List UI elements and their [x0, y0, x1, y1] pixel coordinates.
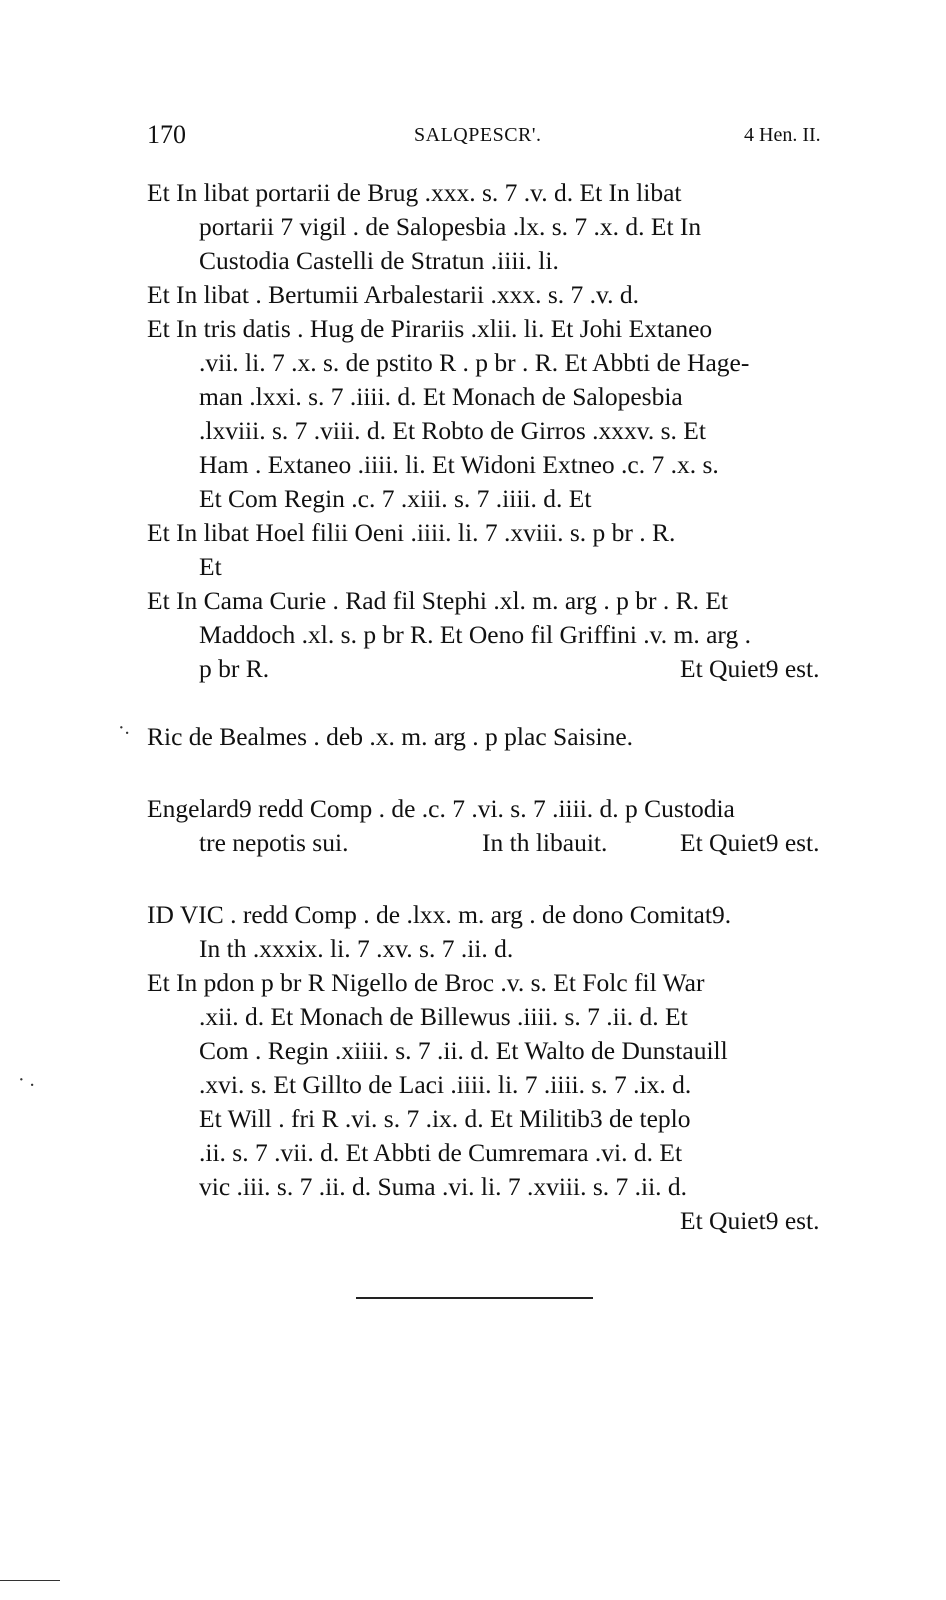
text-line: Engelard9 redd Comp . de .c. 7 .vi. s. 7 .iiii. d. p Custodia — [147, 794, 735, 823]
text-line: vic .iii. s. 7 .ii. d. Suma .vi. li. 7 .xviii. s. 7 .ii. d. — [199, 1172, 688, 1201]
regnal-year: 4 Hen. II. — [744, 124, 821, 146]
closing-rule — [356, 1297, 593, 1299]
text-line: p br R. — [199, 654, 270, 683]
text-line: Et In tris datis . Hug de Pirariis .xlii. li. Et Johi Extaneo — [147, 314, 713, 343]
text-line: Et Will . fri R .vi. s. 7 .ix. d. Et Militib3 de teplo — [199, 1104, 691, 1133]
text-line: Et In pdon p br R Nigello de Broc .v. s. Et Folc fil War — [147, 968, 705, 997]
text-line: Et In Cama Curie . Rad fil Stephi .xl. m. arg . p br . R. Et — [147, 586, 728, 615]
text-line: In th .xxxix. li. 7 .xv. s. 7 .ii. d. — [199, 934, 514, 963]
quietus-line: Et Quiet9 est. — [680, 1206, 820, 1235]
text-line: .vii. li. 7 .x. s. de pstito R . p br . R. Et Abbti de Hage- — [199, 348, 750, 377]
text-line: Et In libat . Bertumii Arbalestarii .xxx. s. 7 .v. d. — [147, 280, 639, 309]
text-line: man .lxxi. s. 7 .iiii. d. Et Monach de Salopesbia — [199, 382, 683, 411]
text-line: Et Com Regin .c. 7 .xiii. s. 7 .iiii. d. Et — [199, 484, 592, 513]
running-title: SALQPESCR'. — [414, 124, 542, 146]
text-line: Com . Regin .xiiii. s. 7 .ii. d. Et Walto de Dunstauill — [199, 1036, 728, 1065]
section-heading-line: ID VIC . redd Comp . de .lxx. m. arg . de dono Comitat9. — [147, 900, 732, 929]
text-line: Et In libat portarii de Brug .xxx. s. 7 .v. d. Et In libat — [147, 178, 682, 207]
margin-dots: ·. — [118, 717, 130, 739]
edge-mark — [0, 1580, 60, 1581]
text-line: In th libauit. — [482, 828, 608, 857]
text-line: Et In libat Hoel filii Oeni .iiii. li. 7 .xviii. s. p br . R. — [147, 518, 676, 547]
text-line: Custodia Castelli de Stratun .iiii. li. — [199, 246, 559, 275]
text-line: .lxviii. s. 7 .viii. d. Et Robto de Girros .xxxv. s. Et — [199, 416, 706, 445]
text-line: Ham . Extaneo .iiii. li. Et Widoni Extneo .c. 7 .x. s. — [199, 450, 719, 479]
quietus-line: Et Quiet9 est. — [680, 654, 820, 683]
text-line: Maddoch .xl. s. p br R. Et Oeno fil Griffini .v. m. arg . — [199, 620, 751, 649]
text-line: portarii 7 vigil . de Salopesbia .lx. s. 7 .x. d. Et In — [199, 212, 702, 241]
text-line: Et — [199, 552, 222, 581]
quietus-line: Et Quiet9 est. — [680, 828, 820, 857]
margin-dots: · . — [18, 1069, 35, 1091]
page-number: 170 — [147, 120, 186, 149]
text-line: .xii. d. Et Monach de Billewus .iiii. s. 7 .ii. d. Et — [199, 1002, 688, 1031]
text-line: .ii. s. 7 .vii. d. Et Abbti de Cumremara .vi. d. Et — [199, 1138, 683, 1167]
text-line: .xvi. s. Et Gillto de Laci .iiii. li. 7 .iiii. s. 7 .ix. d. — [199, 1070, 692, 1099]
text-line: Ric de Bealmes . deb .x. m. arg . p plac Saisine. — [147, 722, 634, 751]
text-line: tre nepotis sui. — [199, 828, 349, 857]
